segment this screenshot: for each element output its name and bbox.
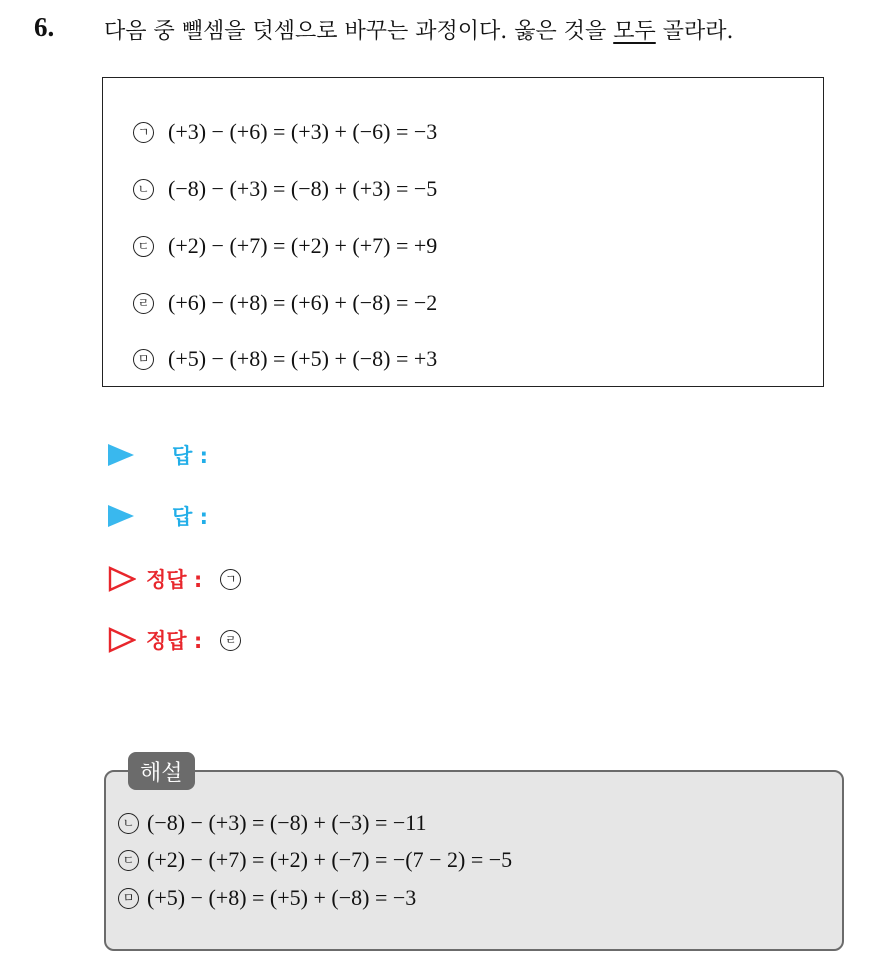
option-4: [133, 287, 437, 319]
circled-marker-1: ㄱ: [133, 122, 154, 143]
option-2: [133, 173, 437, 205]
correct-answer-2: [108, 624, 241, 656]
explanation-line-1: [118, 808, 426, 838]
correct-answer-label-2: 정답 :: [146, 629, 203, 653]
option-5: [133, 343, 437, 375]
explanation-marker-1: ㄴ: [118, 813, 139, 834]
outline-triangle-icon: [108, 566, 136, 592]
option-expression-2: (−8) − (+3) = (−8) + (+3) = −5: [168, 176, 438, 201]
explanation-marker-2: ㄷ: [118, 850, 139, 871]
circled-marker-2: ㄴ: [133, 179, 154, 200]
explanation-line-3: [118, 883, 416, 913]
options-box: [102, 77, 824, 387]
option-3: [133, 230, 437, 262]
explanation-expression-2: (+2) − (+7) = (+2) + (−7) = −(7 − 2) = −5: [147, 847, 513, 872]
circled-marker-4: ㄹ: [133, 293, 154, 314]
question-text-start: 다음 중 뺄셈을 덧셈으로 바꾸는 과정이다. 옳은 것을: [104, 19, 614, 44]
option-expression-3: (+2) − (+7) = (+2) + (+7) = +9: [168, 233, 438, 258]
correct-answer-label-1: 정답 :: [146, 568, 203, 592]
option-expression-4: (+6) − (+8) = (+6) + (−8) = −2: [168, 290, 438, 315]
filled-triangle-icon: [108, 505, 134, 527]
explanation-line-2: [118, 845, 512, 875]
question-number: 6.: [34, 12, 55, 42]
correct-answer-marker-1: ㄱ: [220, 569, 241, 590]
answer-blank-2: [108, 500, 208, 532]
filled-triangle-icon: [108, 444, 134, 466]
circled-marker-5: ㅁ: [133, 349, 154, 370]
explanation-expression-1: (−8) − (+3) = (−8) + (−3) = −11: [147, 810, 427, 835]
question-text-end: 골라라.: [655, 19, 734, 44]
circled-marker-3: ㄷ: [133, 236, 154, 257]
explanation-marker-3: ㅁ: [118, 888, 139, 909]
option-expression-1: (+3) − (+6) = (+3) + (−6) = −3: [168, 119, 438, 144]
explanation-title: 해설: [128, 752, 195, 790]
explanation-expression-3: (+5) − (+8) = (+5) + (−8) = −3: [147, 885, 417, 910]
correct-answer-1: [108, 563, 241, 595]
answer-label-1: 답 :: [172, 444, 208, 468]
option-1: [133, 116, 437, 148]
option-expression-5: (+5) − (+8) = (+5) + (−8) = +3: [168, 346, 438, 371]
answer-label-2: 답 :: [172, 505, 208, 529]
question-text-underlined: 모두: [613, 19, 656, 44]
answer-blank-1: [108, 439, 208, 471]
outline-triangle-icon: [108, 627, 136, 653]
correct-answer-marker-2: ㄹ: [220, 630, 241, 651]
question-text: [104, 14, 734, 45]
